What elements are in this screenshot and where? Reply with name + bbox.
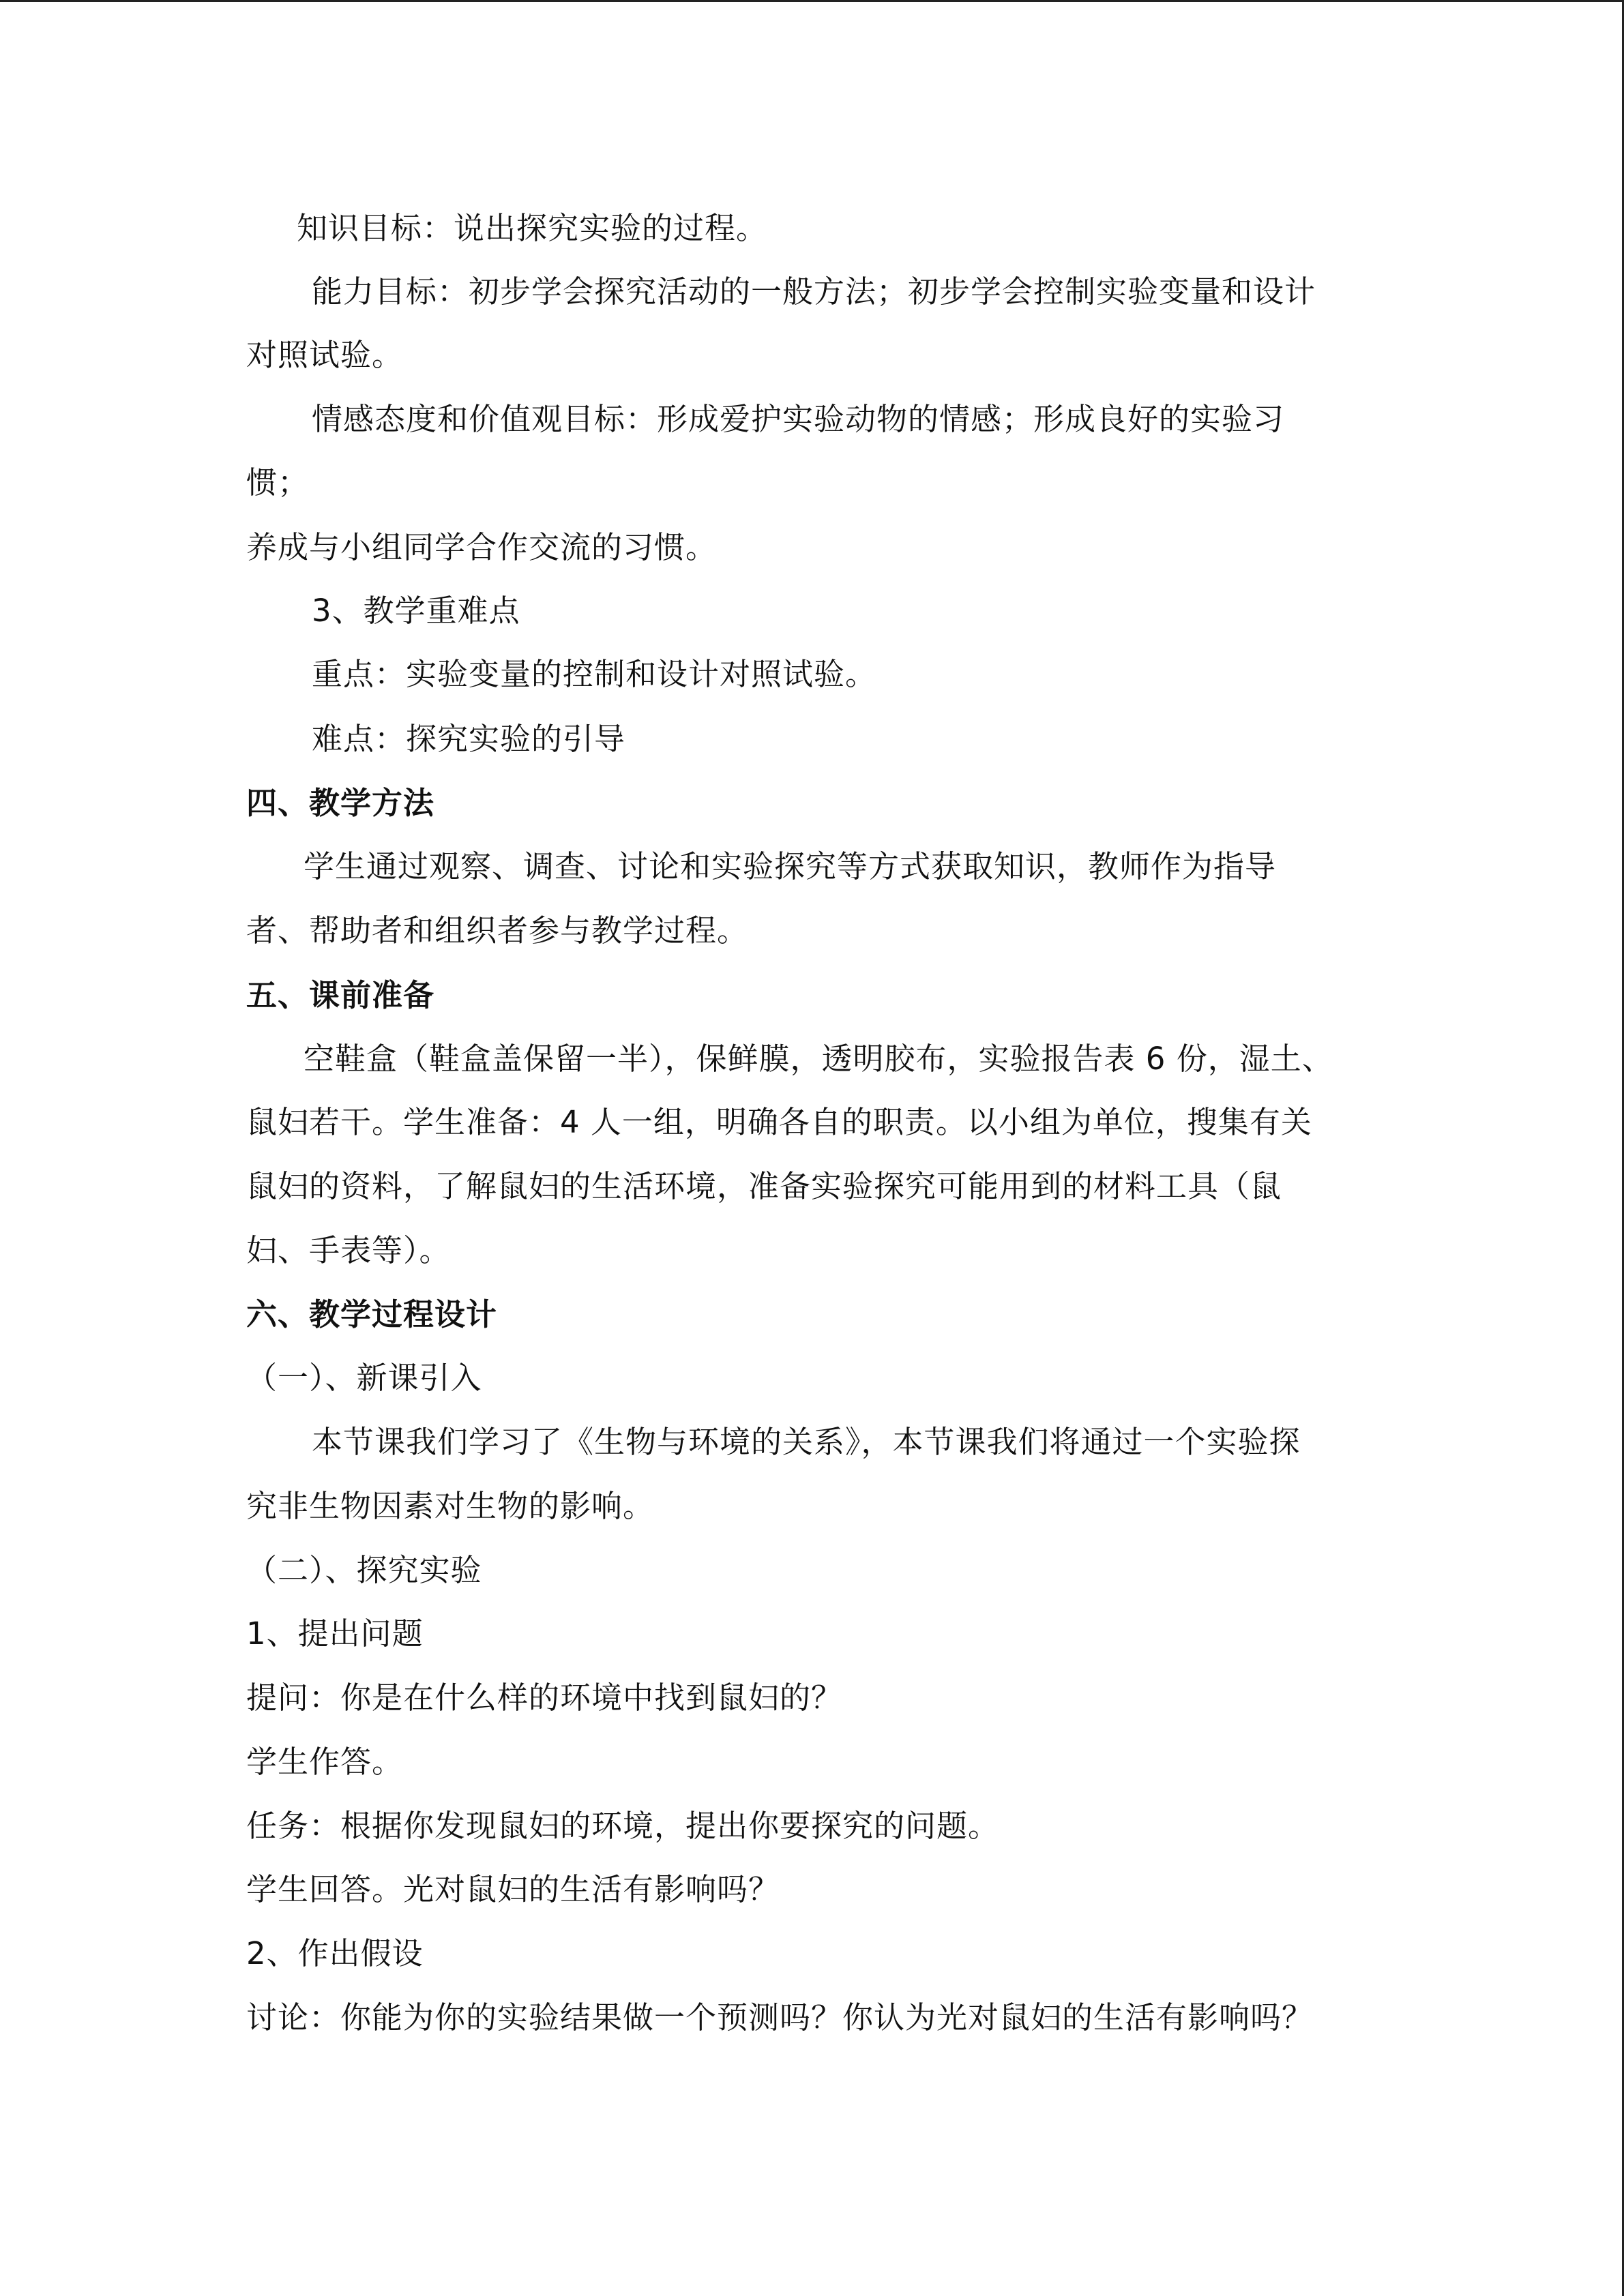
paragraph-difficult-point: 难点：探究实验的引导 — [312, 721, 626, 757]
subheading-introduction: （一）、新课引入 — [246, 1360, 482, 1396]
step-hypothesis: 2、作出假设 — [246, 1935, 424, 1971]
paragraph-preparation-cont-2: 鼠妇的资料，了解鼠妇的生活环境，准备实验探究可能用到的材料工具（鼠 — [246, 1168, 1282, 1204]
paragraph-introduction-cont: 究非生物因素对生物的影响。 — [246, 1488, 655, 1524]
paragraph-ability-goal: 能力目标：初步学会探究活动的一般方法；初步学会控制实验变量和设计 — [312, 273, 1316, 310]
paragraph-preparation-cont-3: 妇、手表等）。 — [246, 1232, 451, 1268]
paragraph-preparation: 空鞋盒（鞋盒盖保留一半），保鲜膜，透明胶布，实验报告表 6 份，湿土、 — [304, 1041, 1333, 1077]
paragraph-ability-goal-cont: 对照试验。 — [246, 337, 404, 373]
paragraph-teaching-method-cont: 者、帮助者和组织者参与教学过程。 — [246, 912, 749, 949]
paragraph-question: 提问：你是在什么样的环境中找到鼠妇的？ — [246, 1680, 843, 1716]
heading-teaching-process: 六、教学过程设计 — [246, 1296, 498, 1332]
paragraph-emotion-goal-cont: 惯； — [246, 464, 310, 501]
subheading-experiment: （二）、探究实验 — [246, 1552, 482, 1588]
paragraph-student-response: 学生回答。光对鼠妇的生活有影响吗？ — [246, 1871, 780, 1907]
paragraph-student-answer: 学生作答。 — [246, 1744, 404, 1780]
paragraph-teaching-method: 学生通过观察、调查、讨论和实验探究等方式获取知识，教师作为指导 — [304, 848, 1277, 884]
paragraph-task: 任务：根据你发现鼠妇的环境，提出你要探究的问题。 — [246, 1808, 1000, 1844]
paragraph-cooperation-goal: 养成与小组同学合作交流的习惯。 — [246, 529, 718, 565]
page-border-top — [0, 0, 1624, 2]
paragraph-discussion: 讨论：你能为你的实验结果做一个预测吗？你认为光对鼠妇的生活有影响吗？ — [246, 1999, 1314, 2036]
paragraph-introduction: 本节课我们学习了《生物与环境的关系》，本节课我们将通过一个实验探 — [312, 1424, 1301, 1460]
heading-teaching-method: 四、教学方法 — [246, 785, 435, 821]
step-ask-question: 1、提出问题 — [246, 1615, 424, 1652]
subheading-key-points: 3、教学重难点 — [312, 593, 520, 629]
paragraph-emotion-goal: 情感态度和价值观目标：形成爱护实验动物的情感；形成良好的实验习 — [312, 401, 1285, 437]
paragraph-key-point: 重点：实验变量的控制和设计对照试验。 — [312, 656, 877, 692]
paragraph-preparation-cont-1: 鼠妇若干。学生准备：4 人一组，明确各自的职责。以小组为单位，搜集有关 — [246, 1104, 1312, 1140]
paragraph-knowledge-goal: 知识目标：说出探究实验的过程。 — [297, 210, 768, 246]
heading-preparation: 五、课前准备 — [246, 977, 435, 1013]
